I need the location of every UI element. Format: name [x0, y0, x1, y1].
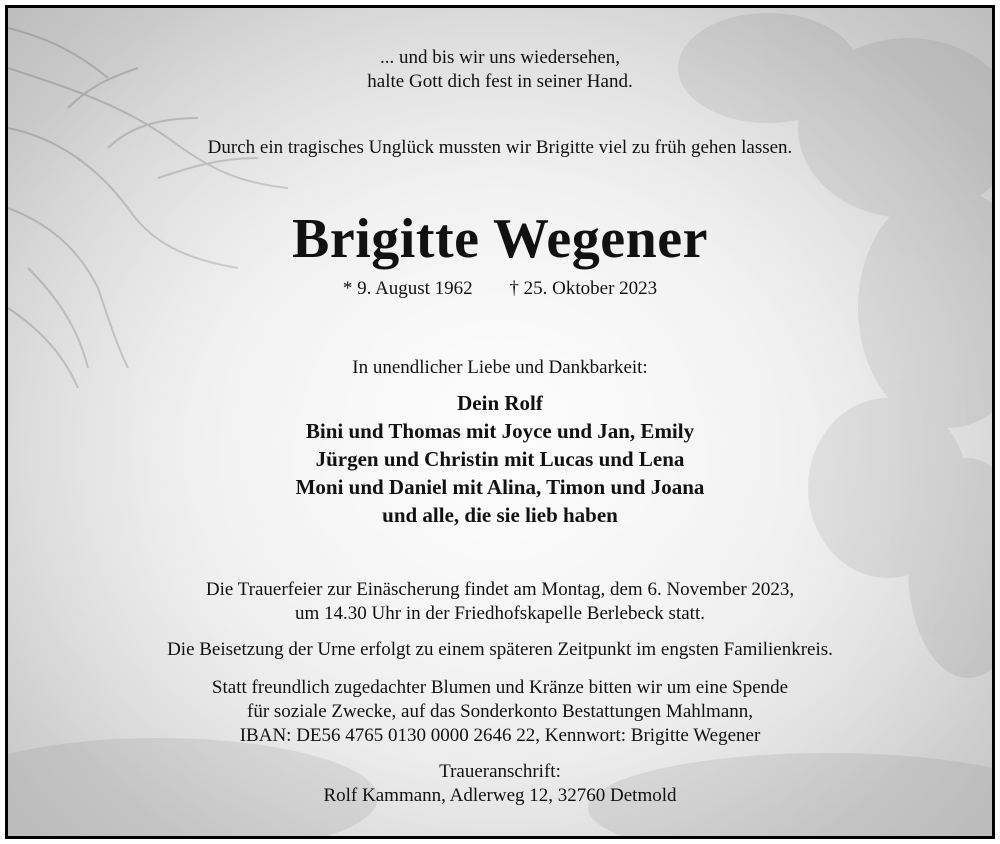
mourner-line: Bini und Thomas mit Joyce und Jan, Emily [305, 419, 695, 443]
life-dates [8, 277, 992, 301]
poem-line-1: ... und bis wir uns wiedersehen, [379, 47, 621, 68]
notice-content [8, 8, 992, 836]
donation-line-3: IBAN: DE56 4765 0130 0000 2646 22, Kennwort: Brigitte Wegener [239, 725, 761, 746]
donation-line-2: für soziale Zwecke, auf das Sonderkonto Bestattungen Mahlmann, [247, 701, 753, 722]
poem-line-2: halte Gott dich fest in seiner Hand. [367, 71, 633, 92]
address-label: Traueranschrift: [439, 761, 561, 782]
burial-info: Die Beisetzung der Urne erfolgt zu einem späteren Zeitpunkt im engsten Familienkreis. [167, 639, 833, 660]
mourner-line: und alle, die sie lieb haben [382, 503, 618, 527]
donation-line-1: Statt freundlich zugedachter Blumen und Kränze bitten wir um eine Spende [211, 677, 789, 698]
notice-frame [5, 5, 995, 839]
birth-date: * 9. August 1962 [342, 278, 473, 299]
mourning-address: Rolf Kammann, Adlerweg 12, 32760 Detmold [323, 785, 677, 806]
death-date: † 25. Oktober 2023 [509, 278, 658, 299]
mourner-line: Moni und Daniel mit Alina, Timon und Joana [295, 475, 705, 499]
mourner-line: Jürgen und Christin mit Lucas und Lena [315, 447, 685, 471]
intro-text: Durch ein tragisches Unglück mussten wir Brigitte viel zu früh gehen lassen. [207, 137, 793, 158]
deceased-name: Brigitte Wegener [292, 208, 708, 270]
ceremony-line-2: um 14.30 Uhr in der Friedhofskapelle Berlebeck statt. [295, 603, 705, 624]
ceremony-line-1: Die Trauerfeier zur Einäscherung findet am Montag, dem 6. November 2023, [205, 579, 795, 600]
gratitude-line: In unendlicher Liebe und Dankbarkeit: [352, 357, 648, 378]
mourner-line: Dein Rolf [457, 391, 543, 415]
